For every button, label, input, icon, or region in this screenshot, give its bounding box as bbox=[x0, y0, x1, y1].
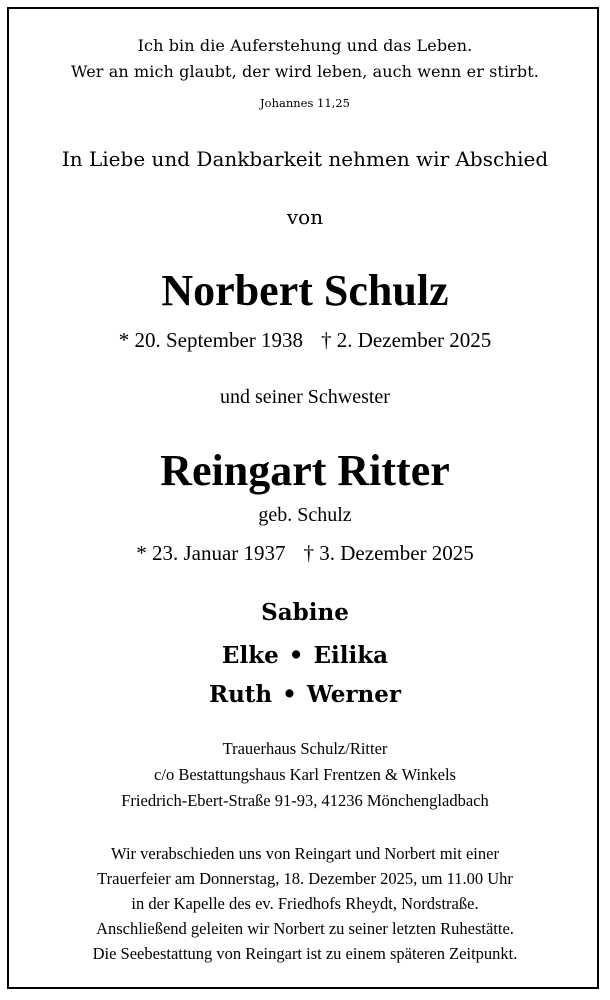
intro-text: In Liebe und Dankbarkeit nehmen wir Abschied bbox=[61, 147, 549, 171]
deceased-2-died: † 3. Dezember 2025 bbox=[303, 541, 474, 565]
quote-line-1: Ich bin die Auferstehung und das Leben. bbox=[137, 36, 473, 55]
mourner-name: Werner bbox=[306, 681, 402, 708]
mourners-row-2 bbox=[0, 642, 610, 670]
von-text: von bbox=[286, 205, 324, 229]
mourners-row-3 bbox=[0, 681, 610, 709]
quote-line-2: Wer an mich glaubt, der wird leben, auch wenn er stirbt. bbox=[71, 62, 539, 81]
deceased-1-dates bbox=[0, 327, 610, 353]
deceased-2-name: Reingart Ritter bbox=[160, 446, 450, 495]
deceased-1-name: Norbert Schulz bbox=[161, 266, 449, 315]
notice-line-1: Wir verabschieden uns von Reingart und Norbert mit einer bbox=[111, 844, 499, 863]
deceased-1-died: † 2. Dezember 2025 bbox=[321, 328, 492, 352]
address-line-2: c/o Bestattungshaus Karl Frentzen & Winkels bbox=[154, 765, 456, 784]
mourner-name: Sabine bbox=[261, 599, 349, 626]
deceased-2-maiden-name: geb. Schulz bbox=[258, 504, 352, 526]
address-line-3: Friedrich-Ebert-Straße 91-93, 41236 Mönchengladbach bbox=[121, 791, 489, 810]
address-line-1: Trauerhaus Schulz/Ritter bbox=[222, 739, 388, 758]
connector-text: und seiner Schwester bbox=[220, 386, 390, 408]
deceased-1-born: * 20. September 1938 bbox=[118, 328, 304, 352]
notice-line-3: in der Kapelle des ev. Friedhofs Rheydt, Nordstraße. bbox=[131, 894, 479, 913]
mourner-name: Ruth bbox=[208, 681, 273, 708]
mourner-name: Elke bbox=[221, 642, 279, 669]
deceased-2-dates bbox=[0, 540, 610, 566]
mourners-row-1 bbox=[0, 599, 610, 627]
mourner-name: Eilika bbox=[313, 642, 389, 669]
notice-line-5: Die Seebestattung von Reingart ist zu einem späteren Zeitpunkt. bbox=[92, 944, 518, 963]
notice-line-4: Anschließend geleiten wir Norbert zu seiner letzten Ruhestätte. bbox=[96, 919, 514, 938]
deceased-2-born: * 23. Januar 1937 bbox=[136, 541, 286, 565]
bullet-separator: • bbox=[288, 642, 304, 669]
bullet-separator: • bbox=[282, 681, 297, 708]
notice-line-2: Trauerfeier am Donnerstag, 18. Dezember 2025, um 11.00 Uhr bbox=[97, 869, 513, 888]
quote-reference: Johannes 11,25 bbox=[260, 96, 350, 110]
